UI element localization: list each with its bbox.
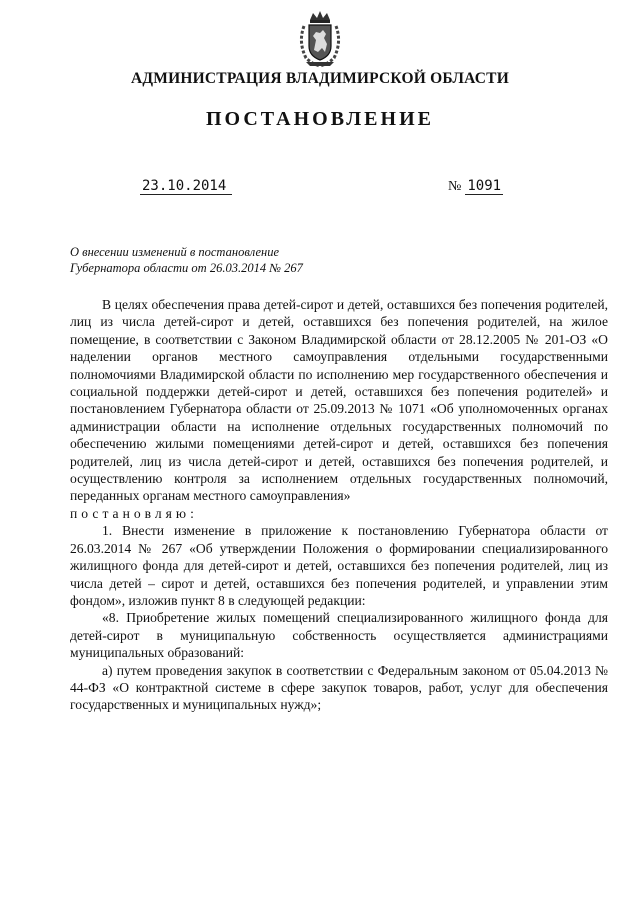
item-8-paragraph: «8. Приобретение жилых помещений специализированного жилищного фонда для детей-сирот в муниципальную собственность осуществляется администрациями муниципальных образований: bbox=[70, 610, 608, 661]
document-date: 23.10.2014 bbox=[140, 178, 232, 195]
number-sign: № bbox=[448, 179, 462, 194]
number-value: 1091 bbox=[467, 178, 502, 194]
item-1-paragraph: 1. Внести изменение в приложение к постановлению Губернатора области от 26.03.2014 № 267 «Об утверждении Положения о формировании специализированного жилищного фонда для детей-сирот и детей, оставшихся без попечения родителей, лиц из числа детей – сирот и детей, оставшихся без попечения родителей, и управлении этим фондом», изложив пункт 8 в следующей редакции: bbox=[70, 523, 608, 608]
item-8a-paragraph: а) путем проведения закупок в соответствии с Федеральным законом от 05.04.2013 № 44-ФЗ «О контрактной системе в сфере закупок товаров, работ, услуг для обеспечения государственных и муниципальных нужд»; bbox=[70, 662, 608, 713]
subject-line-1: О внесении изменений в постановление bbox=[70, 245, 280, 259]
document-number bbox=[448, 178, 503, 195]
document-type: ПОСТАНОВЛЕНИЕ bbox=[206, 108, 434, 130]
document-subject bbox=[70, 244, 390, 276]
subject-line-2: Губернатора области от 26.03.2014 № 267 bbox=[70, 261, 303, 275]
organization-title: АДМИНИСТРАЦИЯ ВЛАДИМИРСКОЙ ОБЛАСТИ bbox=[131, 70, 509, 87]
document-body bbox=[70, 296, 608, 714]
intro-paragraph: В целях обеспечения права детей-сирот и детей, оставшихся без попечения родителей, лиц из числа детей-сирот и детей, оставшихся без попечения родителей, на жилое помещение, в соответствии с Законом Владимирской области от 28.12.2005 № 201-ОЗ «О наделении органов местного самоуправления отдельными государственными полномочиями Владимирской области по исполнению мер государственного обеспечения и социальной поддержки детей-сирот и детей, оставшихся без попечения родителей» и постановлением Губернатора области от 25.09.2013 № 1071 «Об уполномоченных органах администрации области на исполнение отдельных государственных полномочий по обеспечению жилыми помещениями детей-сирот и детей, оставшихся без попечения родителей, лиц из числа детей-сирот и детей, оставшихся без попечения родителей, и осуществлению контроля за исполнением отдельных государственных полномочий, переданных органам местного самоуправления» bbox=[70, 297, 608, 504]
decree-word: постановляю: bbox=[70, 505, 198, 521]
coat-of-arms-icon bbox=[296, 10, 344, 68]
